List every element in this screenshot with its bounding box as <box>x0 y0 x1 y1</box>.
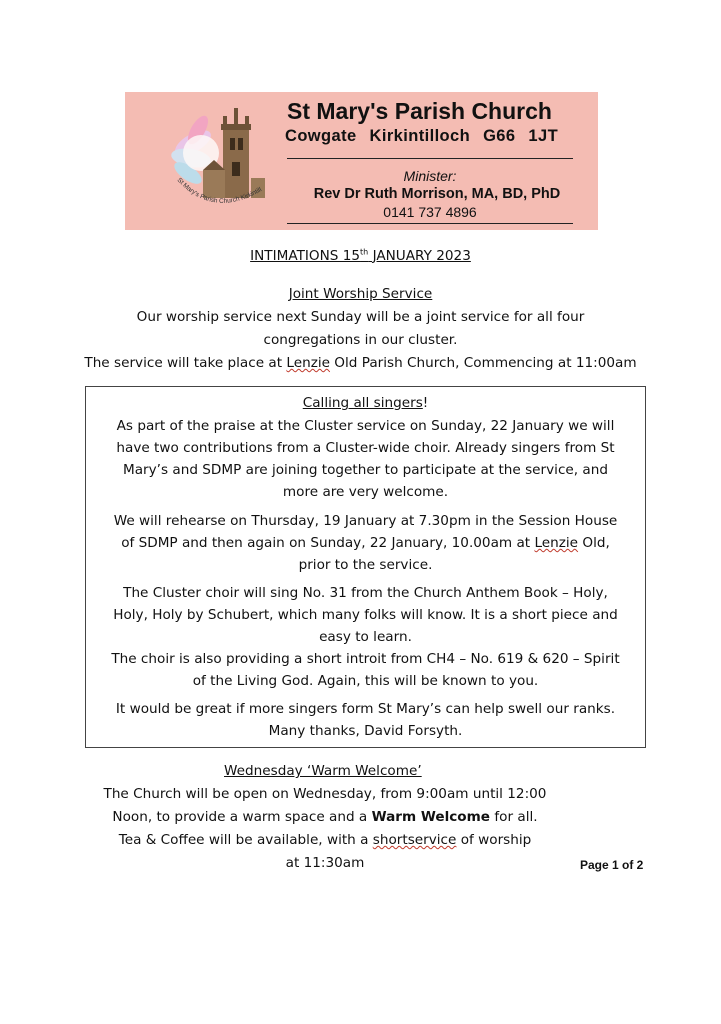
divider <box>287 223 573 224</box>
phone-number: 0141 737 4896 <box>383 204 477 220</box>
church-logo <box>163 98 271 212</box>
warm-welcome-heading: Wednesday ‘Warm Welcome’ <box>224 763 422 779</box>
warm-welcome-line: Noon, to provide a warm space and a Warm Welcome for all. <box>112 809 538 825</box>
singers-text-line: prior to the service. <box>298 557 433 573</box>
warm-welcome-line: at 11:30am <box>285 855 365 871</box>
church-name: St Mary's Parish Church <box>287 98 552 124</box>
page-number: Page 1 of 2 <box>580 858 644 872</box>
minister-label: Minister: <box>403 168 457 184</box>
singers-text-line: The choir is also providing a short introit from CH4 – No. 619 & 620 – Spirit <box>111 651 620 667</box>
joint-worship-heading: Joint Worship Service <box>288 286 433 302</box>
singers-text-line: of the Living God. Again, this will be known to you. <box>192 673 539 689</box>
warm-welcome-line: Tea & Coffee will be available, with a shortservice of worship <box>118 832 532 848</box>
singers-text-line: Mary’s and SDMP are joining together to participate at the service, and <box>122 462 608 478</box>
singers-text-line: As part of the praise at the Cluster service on Sunday, 22 January we will <box>116 418 615 434</box>
singers-text-line: of SDMP and then again on Sunday, 22 January, 10.00am at Lenzie Old, <box>121 535 610 551</box>
singers-text-line: We will rehearse on Thursday, 19 January at 7.30pm in the Session House <box>113 513 618 529</box>
singers-text-line: Many thanks, David Forsyth. <box>268 723 463 739</box>
singers-text-line: more are very welcome. <box>282 484 449 500</box>
singers-notice-box <box>85 386 646 748</box>
joint-worship-line: The service will take place at Lenzie Old Parish Church, Commencing at 11:00am <box>84 355 637 371</box>
minister-name: Rev Dr Ruth Morrison, MA, BD, PhD <box>313 186 561 202</box>
joint-worship-line: congregations in our cluster. <box>263 332 458 348</box>
singers-text-line: It would be great if more singers form St Mary’s can help swell our ranks. <box>115 701 616 717</box>
warm-welcome-line: The Church will be open on Wednesday, from 9:00am until 12:00 <box>103 786 547 802</box>
header-banner <box>125 92 598 230</box>
singers-text-line: have two contributions from a Cluster-wide choir. Already singers from St <box>116 440 615 456</box>
singers-text-line: easy to learn. <box>319 629 412 645</box>
joint-worship-line: Our worship service next Sunday will be a joint service for all four <box>136 309 585 325</box>
singers-text-line: Holy, Holy by Schubert, which many folks will know. It is a short piece and <box>113 607 618 623</box>
divider <box>287 158 573 159</box>
singers-heading: Calling all singers! <box>302 395 429 411</box>
page-title: INTIMATIONS 15th JANUARY 2023 <box>250 247 471 264</box>
church-address: Cowgate Kirkintilloch G66 1JT <box>285 127 559 145</box>
singers-text-line: The Cluster choir will sing No. 31 from the Church Anthem Book – Holy, <box>123 585 608 601</box>
logo-text: St Mary's Parish Church Kirkintill <box>175 176 263 205</box>
